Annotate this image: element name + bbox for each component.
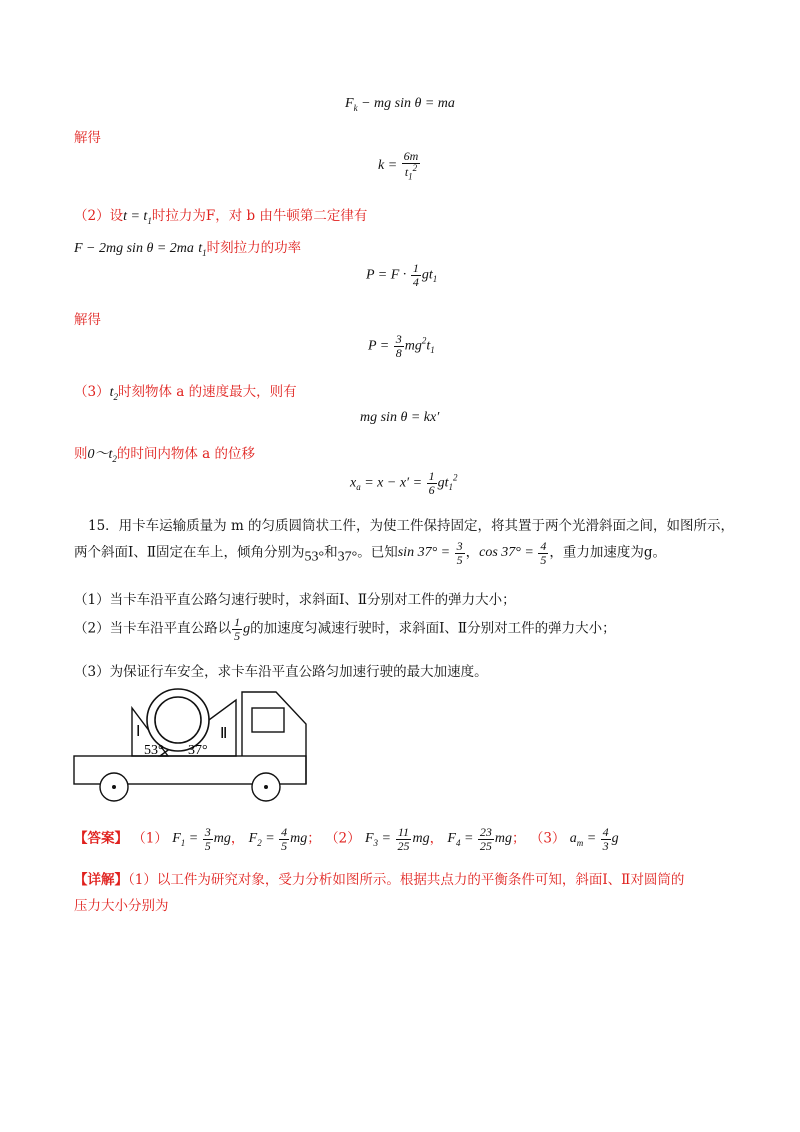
- incline-1-label: Ⅰ: [136, 724, 141, 740]
- equation-power: P = F · $\frac{1}{4}$ $gt_1$: [366, 261, 438, 289]
- equation-power-result: P = $\frac{3}{8}$ $mg^2t_1$: [368, 332, 435, 360]
- displacement-heading: 则$0\sim t_2$的时间内物体 a 的位移: [74, 446, 256, 464]
- q15-line2: 两个斜面Ⅰ、Ⅱ固定在车上，倾角分别为53°和37°。已知sin 37° = $\frac{3}{5}$ ，cos 37° = $\frac{4}{5}$ ，重力加速度为g。: [74, 539, 666, 567]
- equation-displacement: $x_a = x - x'$ = $\frac{1}{6}$ $gt_1^2$: [350, 469, 458, 497]
- equation-force-balance: $F_k$ − mg sin θ = ma: [345, 96, 455, 113]
- detail-line2: 压力大小分别为: [74, 898, 169, 914]
- q15-sub3: （3）为保证行车安全，求卡车沿平直公路匀加速行驶的最大加速度。: [74, 664, 488, 680]
- truck-figure: [70, 686, 320, 808]
- truck-cab: [242, 692, 306, 784]
- angle-37-label: 37°: [188, 743, 208, 758]
- q15-sub1: （1）当卡车沿平直公路匀速行驶时，求斜面Ⅰ、Ⅱ分别对工件的弹力大小；: [74, 592, 516, 608]
- solve-label-1: 解得: [74, 130, 101, 146]
- incline-2-label: Ⅱ: [220, 726, 228, 742]
- answer-line: 【答案】 （1） $F_1$ = $\frac{3}{5}$ mg， $F_2$ = $\frac{4}{5}$ mg； （2） $F_3$ = $\frac{11}{25}$ mg， $F_4$ = $\frac{23}{25}$ mg； （3） $a_m$ = $\frac{4}{3}$ g: [74, 825, 619, 853]
- equation-newton-b: F − 2mg sin θ = 2ma $t_1$时刻拉力的功率: [74, 240, 302, 258]
- cab-window: [252, 708, 284, 732]
- cylinder-outer: [147, 689, 209, 751]
- q15-sub2: （2）当卡车沿平直公路以 $\frac{1}{5}$ g的加速度匀减速行驶时，求斜面Ⅰ、Ⅱ分别对工件的弹力大小；: [74, 615, 616, 643]
- part2-heading: （2）设$t = t_1$时拉力为F，对 b 由牛顿第二定律有: [74, 208, 368, 226]
- equation-k: k = $\frac{6m}{t_1^2}$: [378, 149, 419, 181]
- detail-line1: 【详解】（1）以工件为研究对象，受力分析如图所示。根据共点力的平衡条件可知，斜面Ⅰ、Ⅱ对圆筒的: [74, 872, 685, 888]
- equation-max-speed: mg sin θ = kx′: [360, 410, 440, 425]
- part3-heading: $(3)t_2$时刻物体 a 的速度最大，则有: [74, 384, 297, 402]
- q15-line1: 15．用卡车运输质量为 m 的匀质圆筒状工件，为使工件保持固定，将其置于两个光滑斜面之间，如图所示，: [88, 518, 735, 534]
- angle-53-label: 53°: [144, 743, 164, 758]
- solve-label-2: 解得: [74, 312, 101, 328]
